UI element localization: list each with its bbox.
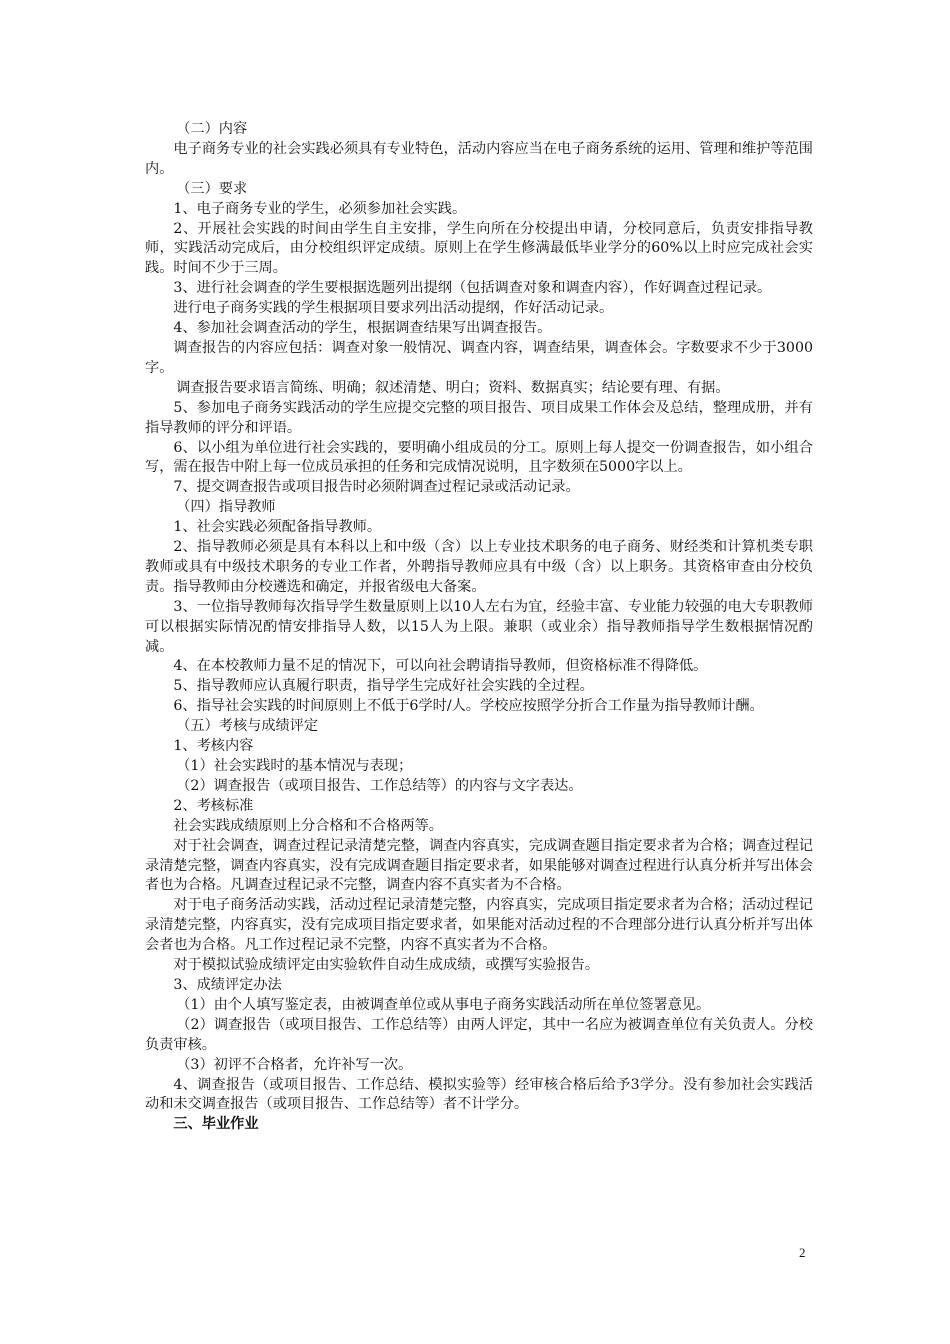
paragraph: （五）考核与成绩评定 [176,718,319,735]
paragraph: 对于社会调查，调查过程记录清楚完整，调查内容真实，完成调查题目指定要求者为合格；调查过程记录清楚完整，调查内容真实，没有完成调查题目指定要求者，如果能够对调查过程进行认真分析并写出体会者也为合格。凡调查过程记录不完整，调查内容不真实者为不合格。 [145,837,813,894]
page-number: 2 [799,1245,806,1260]
paragraph: 3、一位指导教师每次指导学生数量原则上以10人左右为宜，经验丰富、专业能力较强的电大专职教师可以根据实际情况酌情安排指导人数，以15人为上限。兼职（或业余）指导教师指导学生数根据情况酌减。 [145,598,813,655]
paragraph: （四）指导教师 [176,499,276,516]
paragraph: 4、参加社会调查活动的学生，根据调查结果写出调查报告。 [173,320,552,337]
paragraph: 1、考核内容 [173,738,254,755]
paragraph: 3、进行社会调查的学生要根据选题列出提纲（包括调查对象和调查内容），作好调查过程记录。 [173,280,772,297]
paragraph: 调查报告的内容应包括：调查对象一般情况、调查内容，调查结果，调查体会。字数要求不少于3000字。 [145,339,813,376]
paragraph: 3、成绩评定办法 [173,976,282,993]
paragraph: 5、指导教师应认真履行职责，指导学生完成好社会实践的全过程。 [173,678,594,695]
paragraph: （二）内容 [176,121,248,137]
paragraph: 4、调查报告（或项目报告、工作总结、模拟实验等）经审核合格后给予3学分。没有参加社会实践活动和未交调查报告（或项目报告、工作总结等）者不计学分。 [145,1076,813,1113]
paragraph: （三）要求 [176,180,248,197]
paragraph: 7、提交调查报告或项目报告时必须附调查过程记录或活动记录。 [173,479,580,496]
paragraph: 2、指导教师必须是具有本科以上和中级（含）以上专业技术职务的电子商务、财经类和计算机类专职教师或具有中级技术职务的专业工作者，外聘指导教师应具有中级（含）以上职务。其资格审查由分校负责。指导教师由分校遴选和确定，并报省级电大备案。 [145,539,813,595]
paragraph: 调查报告要求语言简练、明确；叙述清楚、明白；资料、数据真实；结论要有理、有据。 [176,379,730,396]
paragraph: 社会实践成绩原则上分合格和不合格两等。 [173,817,443,834]
document-body [145,120,813,1135]
paragraph: （3）初评不合格者，允许补写一次。 [176,1056,413,1073]
paragraph: 1、社会实践必须配备指导教师。 [173,519,382,536]
paragraph: 6、指导社会实践的时间原则上不低于6学时/人。学校应按照学分折合工作量为指导教师计酬。 [173,698,764,715]
paragraph: 进行电子商务实践的学生根据项目要求列出活动提纲，作好活动记录。 [173,300,614,317]
paragraph: 5、参加电子商务实践活动的学生应提交完整的项目报告、项目成果工作体会及总结，整理成册，并有指导教师的评分和评语。 [145,399,813,436]
paragraph: 对于电子商务活动实践，活动过程记录清楚完整，内容真实，完成项目指定要求者为合格；活动过程记录清楚完整，内容真实，没有完成项目指定要求者，如果能对活动过程的不合理部分进行认真分析并写出体会者也为合格。凡工作过程记录不完整，内容不真实者为不合格。 [145,897,813,954]
paragraph: 电子商务专业的社会实践必须具有专业特色，活动内容应当在电子商务系统的运用、管理和维护等范围内。 [145,140,813,177]
paragraph: （2）调查报告（或项目报告、工作总结等）的内容与文字表达。 [176,777,583,794]
paragraph: 2、考核标准 [173,797,254,814]
paragraph: （2）调查报告（或项目报告、工作总结等）由两人评定，其中一名应为被调查单位有关负责人。分校负责审核。 [145,1016,813,1053]
paragraph: 2、开展社会实践的时间由学生自主安排，学生向所在分校提出申请，分校同意后，负责安排指导教师，实践活动完成后，由分校组织评定成绩。原则上在学生修满最低毕业学分的60%以上时应完成社会实践。时间不少于三周。 [145,220,813,277]
paragraph: （1）由个人填写鉴定表，由被调查单位或从事电子商务实践活动所在单位签署意见。 [176,996,711,1013]
paragraph: 对于模拟试验成绩评定由实验软件自动生成成绩，或撰写实验报告。 [173,957,600,974]
paragraph: 1、电子商务专业的学生，必须参加社会实践。 [173,200,467,217]
paragraph: （1）社会实践时的基本情况与表现； [176,758,413,774]
paragraph: 6、以小组为单位进行社会实践的，要明确小组成员的分工。原则上每人提交一份调查报告，如小组合写，需在报告中附上每一位成员承担的任务和完成情况说明，且字数须在5000字以上。 [145,439,813,476]
paragraph: 4、在本校教师力量不足的情况下，可以向社会聘请指导教师，但资格标准不得降低。 [173,658,708,675]
section-heading: 三、毕业作业 [173,1116,259,1133]
